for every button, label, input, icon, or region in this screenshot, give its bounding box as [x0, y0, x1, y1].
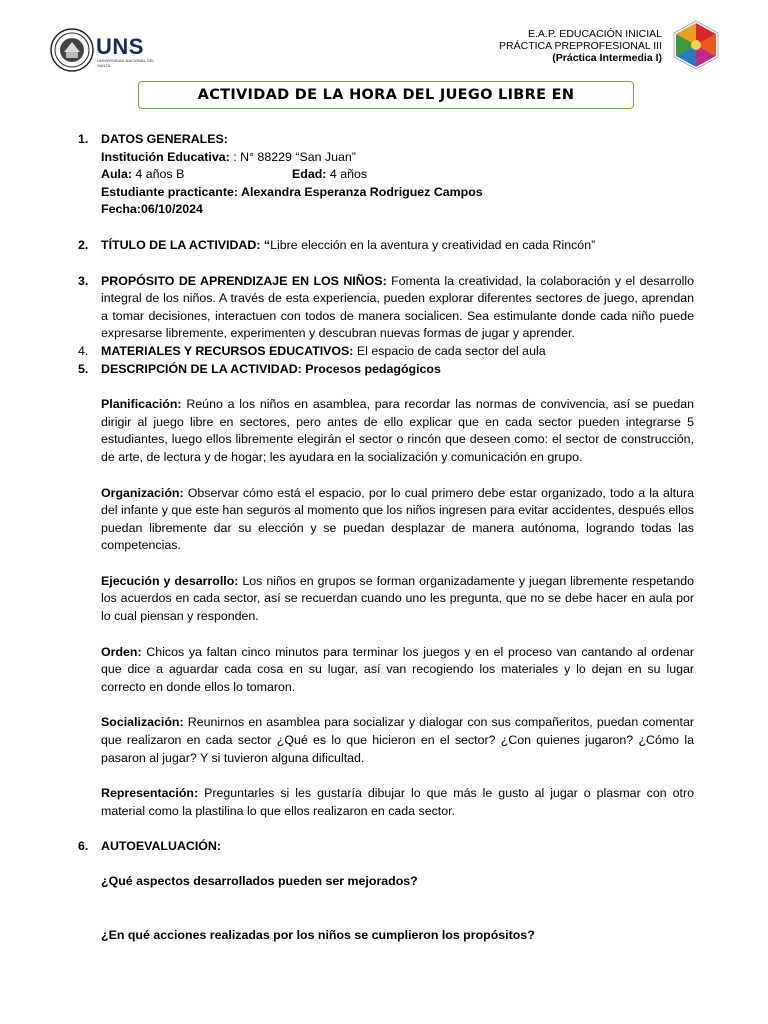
autoevaluacion-question-2: ¿En qué acciones realizadas por los niños se cumplieron los propósitos? [101, 927, 535, 942]
field-label: Planificación: [101, 397, 182, 412]
field-value: Reunirnos en asamblea para socializar y dialogar con sus compañeritos, puedan comentar que realizaron en cada sector ¿Qué es lo que hicieron en el sector? ¿Con quienes jugaron? ¿Cómo la pasaron al jugar? Y si tuvieron alguna dificultad. [101, 715, 694, 765]
field-value: : N° 88229 “San Juan” [229, 149, 356, 164]
field-value: 4 años B [131, 167, 185, 182]
institution-line [101, 149, 483, 167]
section-4 [78, 343, 694, 361]
orden-paragraph [78, 644, 694, 697]
field-label: Fecha: [101, 202, 141, 217]
field-value: 4 años [326, 167, 368, 182]
section-number: 2. [78, 237, 89, 252]
section-heading: DATOS GENERALES: [101, 132, 228, 146]
field-label: Representación: [101, 786, 199, 801]
section-2 [78, 237, 694, 255]
representacion-paragraph [78, 785, 694, 820]
section-number: 4. [78, 343, 89, 358]
section-number: 1. [78, 132, 89, 146]
socializacion-paragraph [78, 714, 694, 767]
field-label: TÍTULO DE LA ACTIVIDAD: “ [101, 237, 271, 252]
field-value: Libre elección en la aventura y creatividad en cada Rincón” [270, 237, 596, 252]
section-number: 5. [78, 361, 89, 376]
activity-title: ACTIVIDAD DE LA HORA DEL JUEGO LIBRE EN [197, 87, 575, 103]
school-emblem-icon [672, 20, 720, 70]
field-label: Orden: [101, 644, 142, 659]
field-value: Preguntarles si les gustaría dibujar lo que más le gusto al jugar o plasmar con otro material como la plastilina lo que ellos realizaron en cada sector. [101, 786, 694, 818]
student-line [101, 184, 483, 202]
field-value: El espacio de cada sector del aula [353, 343, 546, 358]
header-line-3: (Práctica Intermedia I) [552, 52, 662, 64]
date-line [101, 201, 483, 219]
header-program-info [499, 28, 662, 64]
organizacion-paragraph [78, 485, 694, 555]
field-label: Socialización: [101, 715, 184, 730]
aula-edad-line [101, 166, 483, 184]
document-body [78, 131, 694, 944]
section-6 [78, 838, 694, 856]
field-label: Ejecución y desarrollo: [101, 573, 239, 588]
university-logo [50, 28, 155, 74]
header-line-1: E.A.P. EDUCACIÓN INICIAL [527, 28, 662, 40]
planificacion-paragraph [78, 396, 694, 466]
field-value: Alexandra Esperanza Rodriguez Campos [238, 184, 483, 199]
field-label: Edad: [292, 167, 327, 182]
ejecucion-paragraph [78, 573, 694, 626]
field-value: Fomenta la creatividad, la colaboración y el desarrollo integral de los niños. A través de esta experiencia, pueden explorar diferentes sectores de juego, aprendan a tomar decisiones, interactuen con todos de manera socialicen. Sea estimulante donde cada niño puede expresarse libremente, experimenten y descubran nuevas formas de jugar y aprender. [101, 273, 694, 341]
university-logo-text: UNS [96, 34, 144, 59]
aula-field [101, 166, 292, 184]
section-5 [78, 361, 694, 379]
field-label: Institución Educativa: [101, 149, 230, 164]
section-3 [78, 273, 694, 343]
field-label: Organización: [101, 485, 184, 500]
section-1 [78, 131, 694, 219]
field-value: Reúno a los niños en asamblea, para recordar las normas de convivencia, así se puedan dirigir al juego libre en sectores, pero antes de ello explicar que en cada sector pueden integrarse 5 estudiantes, luego ellos libremente elegirán el sector o rincón que deseen como: el sector de construcción, de arte, de lectura y de hogar; les ayudara en la socialización y comunicación en grupo. [101, 397, 694, 464]
field-value: 06/10/2024 [140, 202, 203, 217]
section-number: 6. [78, 839, 89, 854]
field-label: MATERIALES Y RECURSOS EDUCATIVOS: [101, 343, 354, 358]
field-label: PROPÓSITO DE APRENDIZAJE EN LOS NIÑOS: [101, 273, 387, 288]
header-line-2: PRÁCTICA PREPROFESIONAL III [499, 40, 662, 52]
field-label: Aula: [101, 167, 132, 182]
section-number: 3. [78, 273, 89, 288]
autoevaluacion-question-1: ¿Qué aspectos desarrollados pueden ser mejorados? [101, 874, 418, 888]
field-value: Chicos ya faltan cinco minutos para terminar los juegos y en el proceso van cantando al ordenar que dice a aguardar cada cosa en su lugar, así van recogiendo los materiales y lo dejan en su lugar correcto en donde ellos lo tomaron. [101, 644, 694, 694]
field-value: Observar cómo está el espacio, por lo cual primero debe estar organizado, todo a la altura del infante y que este han seguros al momento que los niños ingresen para evitar accidentes, después ellos puedan libremente dar su elección y se puedan desplazar de manera autónoma, logrando todas las competencias. [101, 485, 694, 553]
activity-title-box [138, 81, 634, 109]
field-value: Los niños en grupos se forman organizadamente y juegan libremente respetando los acuerdos en cada sector, así se recuerdan cuando uno les pregunta, que no se debe hacer en aula por lo cual piensan y responden. [101, 573, 695, 624]
university-logo-subtext: UNIVERSIDAD NACIONAL DEL SANTA [97, 58, 155, 68]
section-heading: DESCRIPCIÓN DE LA ACTIVIDAD: Procesos pedagógicos [101, 361, 441, 376]
field-label: Estudiante practicante: [101, 184, 239, 199]
university-seal-icon [50, 28, 94, 72]
section-heading: AUTOEVALUACIÓN: [101, 839, 222, 854]
